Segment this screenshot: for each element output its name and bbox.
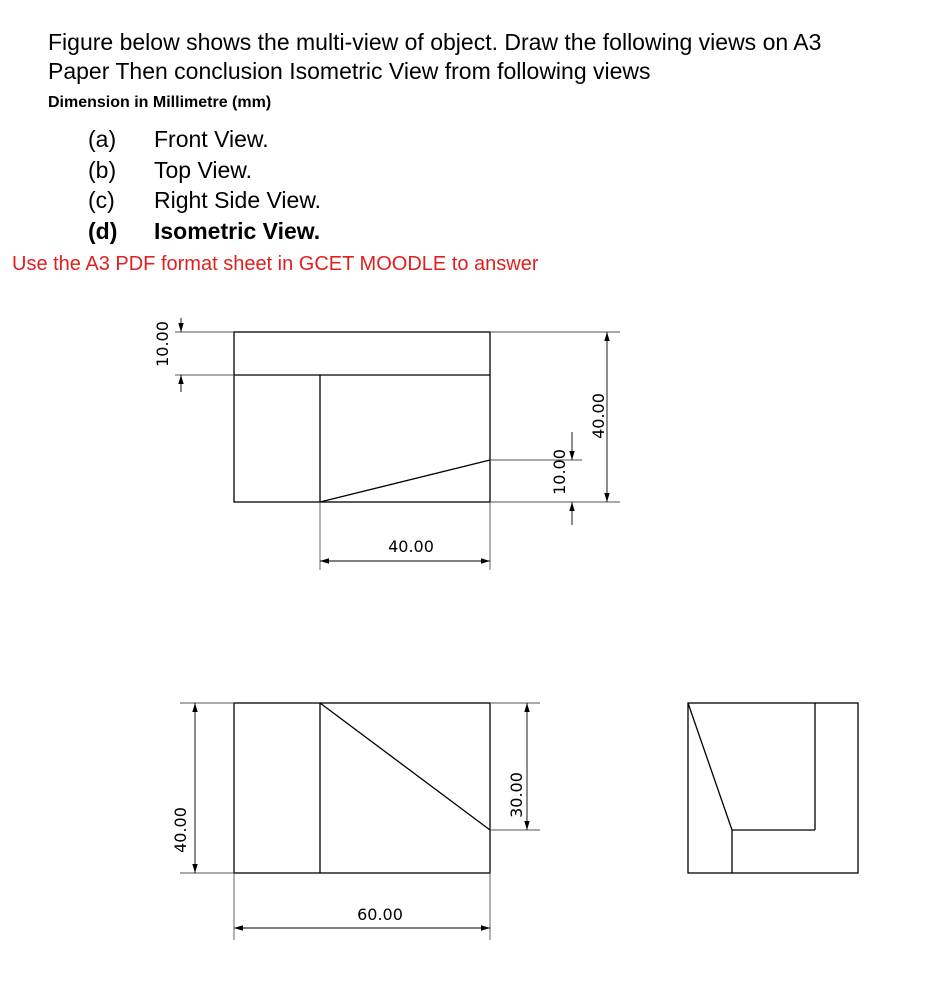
dim-text-right-small: 10.00	[550, 449, 569, 495]
task-label: (c)	[88, 187, 115, 213]
dim-text-width-bottom: 40.00	[388, 537, 434, 556]
side-slope-edge	[688, 703, 732, 830]
front-slope-edge	[320, 460, 490, 502]
moodle-notice: Use the A3 PDF format sheet in GCET MOODLE to answer	[12, 253, 539, 275]
task-label: (b)	[88, 157, 117, 183]
task-text: Isometric View.	[154, 218, 321, 244]
dim-text-depth-right: 30.00	[507, 772, 526, 818]
dim-text-top-step: 10.00	[153, 321, 172, 367]
instructions-line-1: Figure below shows the multi-view of object. Draw the following views on A3	[48, 29, 822, 55]
instructions-line-2: Paper Then conclusion Isometric View from following views	[48, 58, 651, 84]
units-note: Dimension in Millimetre (mm)	[48, 94, 272, 111]
dim-text-width: 60.00	[357, 905, 403, 924]
task-text: Front View.	[154, 126, 269, 152]
side-outline	[688, 703, 858, 873]
right-side-view	[688, 703, 858, 873]
dim-text-height: 40.00	[589, 393, 608, 439]
top-view	[234, 703, 490, 873]
task-label: (a)	[88, 126, 117, 152]
front-view	[234, 332, 490, 502]
front-outline	[234, 332, 490, 502]
front-dimensions	[175, 318, 620, 570]
top-diagonal-edge	[320, 703, 490, 830]
top-outline	[234, 703, 490, 873]
dim-text-depth-left: 40.00	[171, 807, 190, 853]
task-text: Top View.	[154, 157, 253, 183]
task-label: (d)	[88, 218, 118, 244]
task-text: Right Side View.	[154, 187, 322, 213]
